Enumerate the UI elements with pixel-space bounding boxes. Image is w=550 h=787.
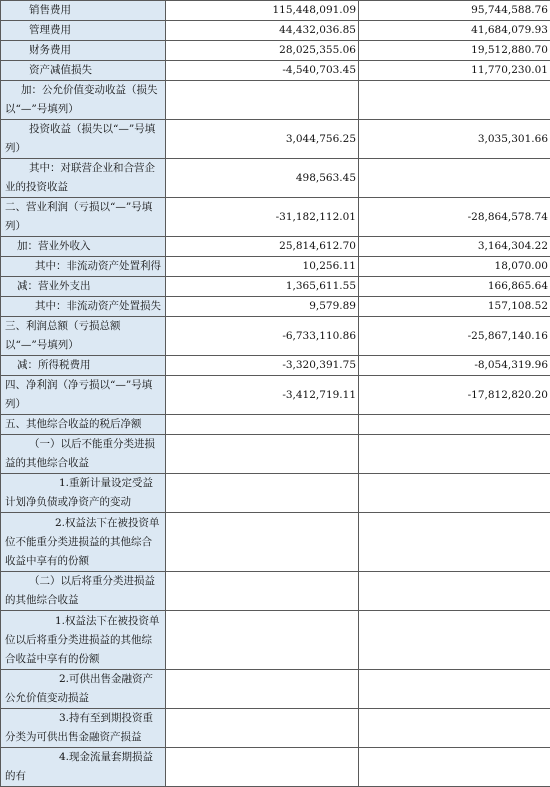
current-value: -3,320,391.75 bbox=[166, 356, 359, 376]
row-label: 四、净利润（净亏损以“—”号填列） bbox=[1, 376, 166, 415]
table-row bbox=[1, 356, 550, 376]
previous-value bbox=[359, 513, 550, 572]
previous-value: 3,164,304.22 bbox=[359, 237, 550, 257]
previous-value: 41,684,079.93 bbox=[359, 21, 550, 41]
row-label: 减：营业外支出 bbox=[1, 277, 166, 297]
table-row bbox=[1, 474, 550, 513]
table-row bbox=[1, 297, 550, 317]
row-label: 其中：对联营企业和合营企业的投资收益 bbox=[1, 159, 166, 198]
previous-value: 11,770,230.01 bbox=[359, 61, 550, 81]
previous-value bbox=[359, 572, 550, 611]
current-value: 25,814,612.70 bbox=[166, 237, 359, 257]
previous-value: -17,812,820.20 bbox=[359, 376, 550, 415]
row-label: 三、利润总额（亏损总额以“—”号填列） bbox=[1, 317, 166, 356]
row-label: 1.权益法下在被投资单位以后将重分类进损益的其他综合收益中享有的份额 bbox=[1, 611, 166, 670]
previous-value bbox=[359, 435, 550, 474]
row-label: 投资收益（损失以“—”号填列） bbox=[1, 120, 166, 159]
current-value bbox=[166, 670, 359, 709]
row-label: 财务费用 bbox=[1, 41, 166, 61]
row-label: 1.重新计量设定受益计划净负债或净资产的变动 bbox=[1, 474, 166, 513]
table-row bbox=[1, 317, 550, 356]
table-row bbox=[1, 21, 550, 41]
table-row bbox=[1, 61, 550, 81]
table-row bbox=[1, 415, 550, 435]
previous-value: 166,865.64 bbox=[359, 277, 550, 297]
current-value: 9,579.89 bbox=[166, 297, 359, 317]
current-value bbox=[166, 709, 359, 748]
previous-value: 18,070.00 bbox=[359, 257, 550, 277]
current-value: 1,365,611.55 bbox=[166, 277, 359, 297]
table-row bbox=[1, 277, 550, 297]
row-label: 其中：非流动资产处置利得 bbox=[1, 257, 166, 277]
row-label: 管理费用 bbox=[1, 21, 166, 41]
table-row bbox=[1, 709, 550, 748]
previous-value: 157,108.52 bbox=[359, 297, 550, 317]
current-value: -3,412,719.11 bbox=[166, 376, 359, 415]
table-row bbox=[1, 435, 550, 474]
current-value bbox=[166, 572, 359, 611]
table-row bbox=[1, 748, 550, 787]
row-label: 加：公允价值变动收益（损失以“—”号填列） bbox=[1, 81, 166, 120]
previous-value bbox=[359, 670, 550, 709]
row-label: 其中：非流动资产处置损失 bbox=[1, 297, 166, 317]
previous-value: -25,867,140.16 bbox=[359, 317, 550, 356]
row-label: 减：所得税费用 bbox=[1, 356, 166, 376]
table-row bbox=[1, 257, 550, 277]
previous-value bbox=[359, 611, 550, 670]
table-row bbox=[1, 159, 550, 198]
current-value: 44,432,036.85 bbox=[166, 21, 359, 41]
previous-value bbox=[359, 81, 550, 120]
row-label: 2.权益法下在被投资单位不能重分类进损益的其他综合收益中享有的份额 bbox=[1, 513, 166, 572]
current-value bbox=[166, 513, 359, 572]
table-row bbox=[1, 237, 550, 257]
previous-value bbox=[359, 474, 550, 513]
table-row bbox=[1, 81, 550, 120]
previous-value bbox=[359, 415, 550, 435]
current-value bbox=[166, 81, 359, 120]
current-value: -6,733,110.86 bbox=[166, 317, 359, 356]
previous-value: 3,035,301.66 bbox=[359, 120, 550, 159]
current-value bbox=[166, 435, 359, 474]
current-value: 28,025,355.06 bbox=[166, 41, 359, 61]
table-row bbox=[1, 120, 550, 159]
previous-value: 19,512,880.70 bbox=[359, 41, 550, 61]
current-value: 3,044,756.25 bbox=[166, 120, 359, 159]
row-label: 资产减值损失 bbox=[1, 61, 166, 81]
table-row bbox=[1, 513, 550, 572]
row-label: （一）以后不能重分类进损益的其他综合收益 bbox=[1, 435, 166, 474]
row-label: 二、营业利润（亏损以“—”号填列） bbox=[1, 198, 166, 237]
previous-value: 95,744,588.76 bbox=[359, 1, 550, 21]
current-value bbox=[166, 474, 359, 513]
current-value bbox=[166, 748, 359, 787]
previous-value: -8,054,319.96 bbox=[359, 356, 550, 376]
row-label: 3.持有至到期投资重分类为可供出售金融资产损益 bbox=[1, 709, 166, 748]
row-label: 2.可供出售金融资产公允价值变动损益 bbox=[1, 670, 166, 709]
current-value bbox=[166, 415, 359, 435]
row-label: 销售费用 bbox=[1, 1, 166, 21]
table-row bbox=[1, 572, 550, 611]
current-value: 10,256.11 bbox=[166, 257, 359, 277]
current-value: -31,182,112.01 bbox=[166, 198, 359, 237]
current-value: -4,540,703.45 bbox=[166, 61, 359, 81]
table-row bbox=[1, 1, 550, 21]
current-value: 498,563.45 bbox=[166, 159, 359, 198]
table-row bbox=[1, 376, 550, 415]
table-row bbox=[1, 198, 550, 237]
previous-value bbox=[359, 709, 550, 748]
previous-value bbox=[359, 748, 550, 787]
current-value bbox=[166, 611, 359, 670]
table-row bbox=[1, 670, 550, 709]
previous-value bbox=[359, 159, 550, 198]
row-label: 4.现金流量套期损益的有 bbox=[1, 748, 166, 787]
row-label: 五、其他综合收益的税后净额 bbox=[1, 415, 166, 435]
table-row bbox=[1, 41, 550, 61]
row-label: 加：营业外收入 bbox=[1, 237, 166, 257]
previous-value: -28,864,578.74 bbox=[359, 198, 550, 237]
table-row bbox=[1, 611, 550, 670]
row-label: （二）以后将重分类进损益的其他综合收益 bbox=[1, 572, 166, 611]
current-value: 115,448,091.09 bbox=[166, 1, 359, 21]
